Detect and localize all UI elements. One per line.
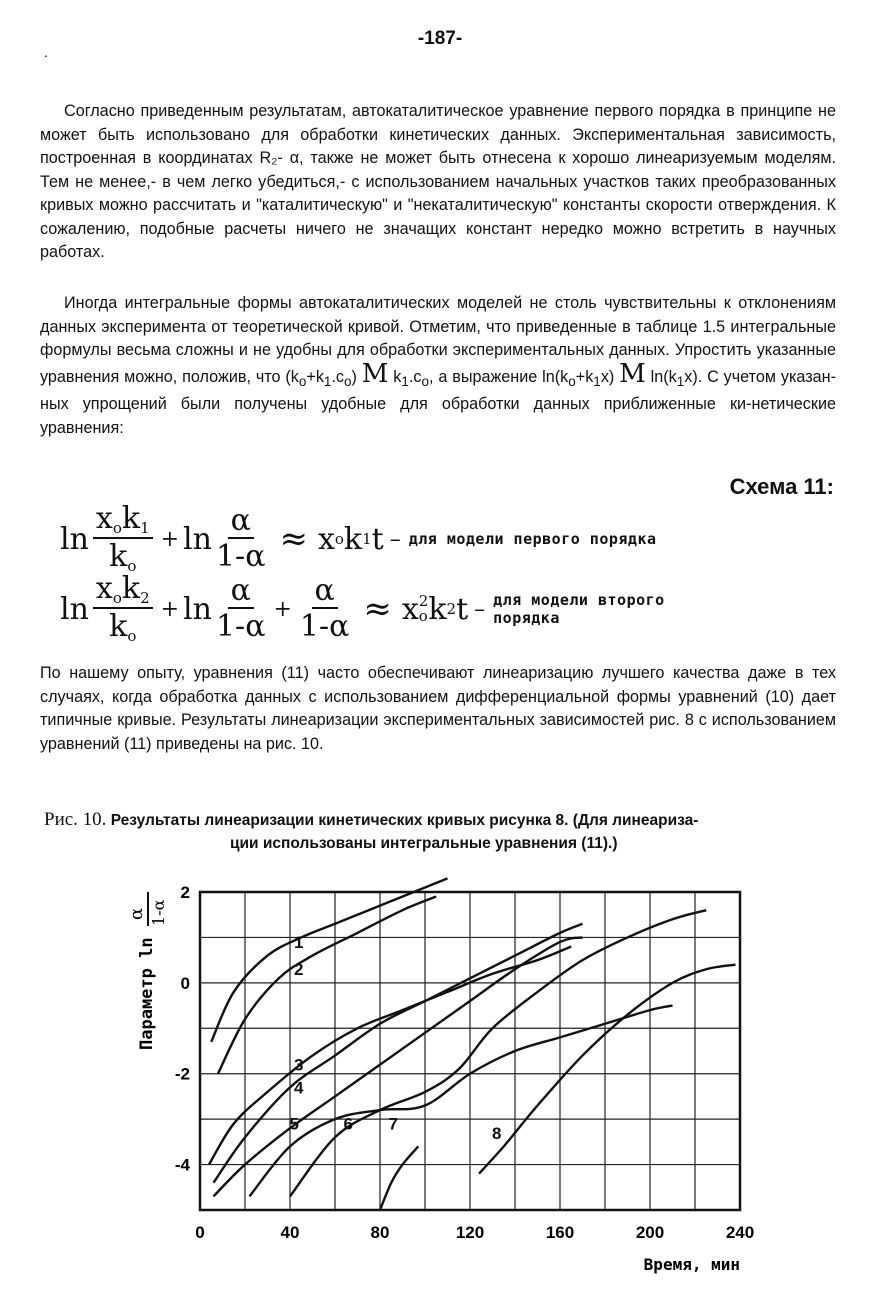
paragraph-3-text: По нашему опыту, уравнения (11) часто обеспечивают линеаризацию лучшего качества даже в тех случаях, когда обработка данных с использованием дифференциальной формы уравнений (10) дает типичные кривые. Результаты линеаризации экспериментальных зависимостей рис. 8 с использованием уравнений (11) приведены на рис. 10. bbox=[40, 664, 836, 753]
paragraph-2-text-d: ) bbox=[351, 367, 357, 386]
paragraph-2-text-b: +k bbox=[306, 367, 324, 386]
ln-operator: ln bbox=[60, 521, 89, 557]
k-symbol: k bbox=[109, 609, 128, 644]
paragraph-2-text-f: .c bbox=[408, 367, 422, 386]
note-line: для модели второго bbox=[493, 591, 665, 609]
k-symbol: k bbox=[121, 571, 141, 606]
k-symbol: k bbox=[343, 521, 363, 557]
first-order-note: для модели первого порядка bbox=[408, 530, 657, 548]
subscript-o: o bbox=[344, 373, 352, 389]
one-minus-alpha: 1-α bbox=[215, 609, 266, 644]
stray-mark: . bbox=[44, 44, 48, 60]
x-symbol: x bbox=[317, 521, 335, 557]
x-axis-label: Время, мин bbox=[643, 1255, 740, 1274]
page-number: -187- bbox=[417, 28, 463, 49]
curve-label-3: 3 bbox=[294, 1055, 304, 1075]
alpha-symbol: α bbox=[312, 576, 338, 609]
y-axis-label-denominator: 1-α bbox=[149, 899, 168, 926]
curve-label-5: 5 bbox=[289, 1114, 299, 1134]
curve-label-6: 6 bbox=[343, 1114, 353, 1134]
series-line-8b bbox=[479, 965, 736, 1174]
plus-sign: + bbox=[160, 526, 180, 552]
alpha-symbol: α bbox=[228, 506, 254, 539]
x-tick-label: 160 bbox=[545, 1223, 575, 1242]
paragraph-2-text-g: , а выражение ln(k bbox=[429, 367, 569, 386]
subscript-o: o bbox=[568, 373, 576, 389]
approx-sign: ≈ bbox=[363, 589, 392, 629]
x-tick-label: 80 bbox=[370, 1223, 390, 1242]
y-axis-label-text: Параметр ln bbox=[137, 937, 157, 1050]
caption-line-2: ции использованы интегральные уравнения (11).) bbox=[230, 835, 618, 852]
subscript-1: 1 bbox=[323, 373, 332, 389]
curve-label-4: 4 bbox=[294, 1078, 304, 1098]
y-axis-label bbox=[126, 892, 168, 1050]
curve-label-2: 2 bbox=[294, 960, 304, 980]
alpha-symbol: α bbox=[228, 576, 254, 609]
subscript-1: 1 bbox=[401, 373, 409, 389]
subscript-1: 1 bbox=[676, 373, 685, 389]
subscript-o: o bbox=[298, 373, 307, 389]
y-tick-label: 0 bbox=[180, 973, 190, 993]
y-tick-label: -2 bbox=[174, 1064, 190, 1084]
ln-operator: ln bbox=[60, 591, 89, 627]
x-tick-label: 0 bbox=[195, 1223, 205, 1242]
k-symbol: k bbox=[109, 539, 128, 574]
figure-label: Рис. 10. bbox=[44, 809, 107, 830]
subscript: 2 bbox=[140, 589, 150, 607]
k-symbol: k bbox=[121, 501, 141, 536]
superscript: 2 bbox=[418, 592, 429, 610]
x-symbol: x bbox=[95, 501, 113, 536]
one-minus-alpha: 1-α bbox=[215, 539, 266, 574]
t-symbol: t bbox=[371, 521, 384, 557]
paragraph-2-text-e: k bbox=[388, 367, 402, 386]
caption-line-1: Результаты линеаризации кинетических кривых рисунка 8. (Для линеариза- bbox=[106, 812, 699, 829]
y-axis-label-numerator: α bbox=[126, 907, 147, 920]
subscript: 2 bbox=[446, 600, 457, 618]
paragraph-2-text-a: Иногда интегральные формы автокаталитических моделей не столь чувствительны к отклонениям данных эксперимента от теоретической кривой. Отметим, что приведенные в таблице 1.5 интегральные формулы весьма сложны и не удобны для обработки экспериментальных данных. Упростить указанные уравнения можно, положив, что (k bbox=[40, 294, 836, 386]
paragraph-2-text-i: x) bbox=[600, 367, 615, 386]
subscript: o bbox=[127, 627, 137, 645]
plus-sign: + bbox=[273, 596, 292, 622]
one-minus-alpha: 1-α bbox=[299, 609, 350, 644]
x-tick-label: 120 bbox=[455, 1223, 485, 1242]
ln-operator: ln bbox=[183, 591, 212, 627]
curve-label-8: 8 bbox=[492, 1123, 502, 1143]
dash: – bbox=[389, 526, 401, 552]
series-line-5 bbox=[214, 937, 583, 1196]
t-symbol: t bbox=[456, 591, 469, 627]
approx-symbol: M bbox=[361, 358, 389, 389]
x-tick-label: 40 bbox=[280, 1223, 300, 1242]
dash: – bbox=[474, 596, 486, 622]
x-symbol: x bbox=[95, 571, 113, 606]
y-tick-label: 2 bbox=[180, 883, 190, 902]
paragraph-1-text: Согласно приведенным результатам, автокаталитическое уравнение первого порядка в принципе не может быть использовано для обработки кинетических данных. Экспериментальная зависимость, построенная в координатах R₂- α, также не может быть отнесена к хорошо линеаризуемым моделям. Тем не менее,- в чем легко убедиться,- с использованием начальных участков таких преобразованных кривых можно рассчитать и "каталитическую" и "некаталитическую" константы скорости отверждения. К сожалению, подобные расчеты ничего не значащих констант нередко можно встретить в научных работах. bbox=[40, 102, 836, 261]
subscript-1: 1 bbox=[593, 373, 601, 389]
plus-sign: + bbox=[160, 596, 180, 622]
subscript: o bbox=[112, 519, 122, 537]
subscript: 1 bbox=[362, 530, 372, 548]
curve-label-7: 7 bbox=[388, 1114, 398, 1134]
approx-sign: ≈ bbox=[279, 519, 308, 559]
series-line-8 bbox=[380, 1146, 418, 1210]
subscript: o bbox=[127, 557, 137, 575]
x-symbol: x bbox=[401, 591, 419, 627]
paragraph-2-text-k: x). С учетом указан-ных упрощений были получены удобные для обработки данных приближенные ки-нетические уравнения: bbox=[40, 367, 836, 437]
k-symbol: k bbox=[428, 591, 447, 627]
subscript: o bbox=[112, 589, 122, 607]
x-tick-label: 240 bbox=[725, 1223, 755, 1242]
paragraph-2-text-c: .c bbox=[331, 367, 345, 386]
series-line-6 bbox=[250, 1006, 673, 1197]
note-line: порядка bbox=[493, 609, 560, 627]
subscript: o bbox=[418, 607, 428, 625]
subscript: 1 bbox=[140, 519, 150, 537]
x-tick-label: 200 bbox=[635, 1223, 665, 1242]
paragraph-2-text-h: +k bbox=[575, 367, 594, 386]
curve-label-1: 1 bbox=[294, 932, 304, 952]
scheme-title: Схема 11: bbox=[729, 474, 834, 499]
subscript: o bbox=[334, 530, 344, 548]
ln-operator: ln bbox=[183, 521, 212, 557]
subscript-o: o bbox=[421, 373, 429, 389]
approx-symbol: M bbox=[619, 358, 646, 389]
y-tick-label: -4 bbox=[174, 1155, 190, 1175]
paragraph-2-text-j: ln(k bbox=[645, 367, 677, 386]
